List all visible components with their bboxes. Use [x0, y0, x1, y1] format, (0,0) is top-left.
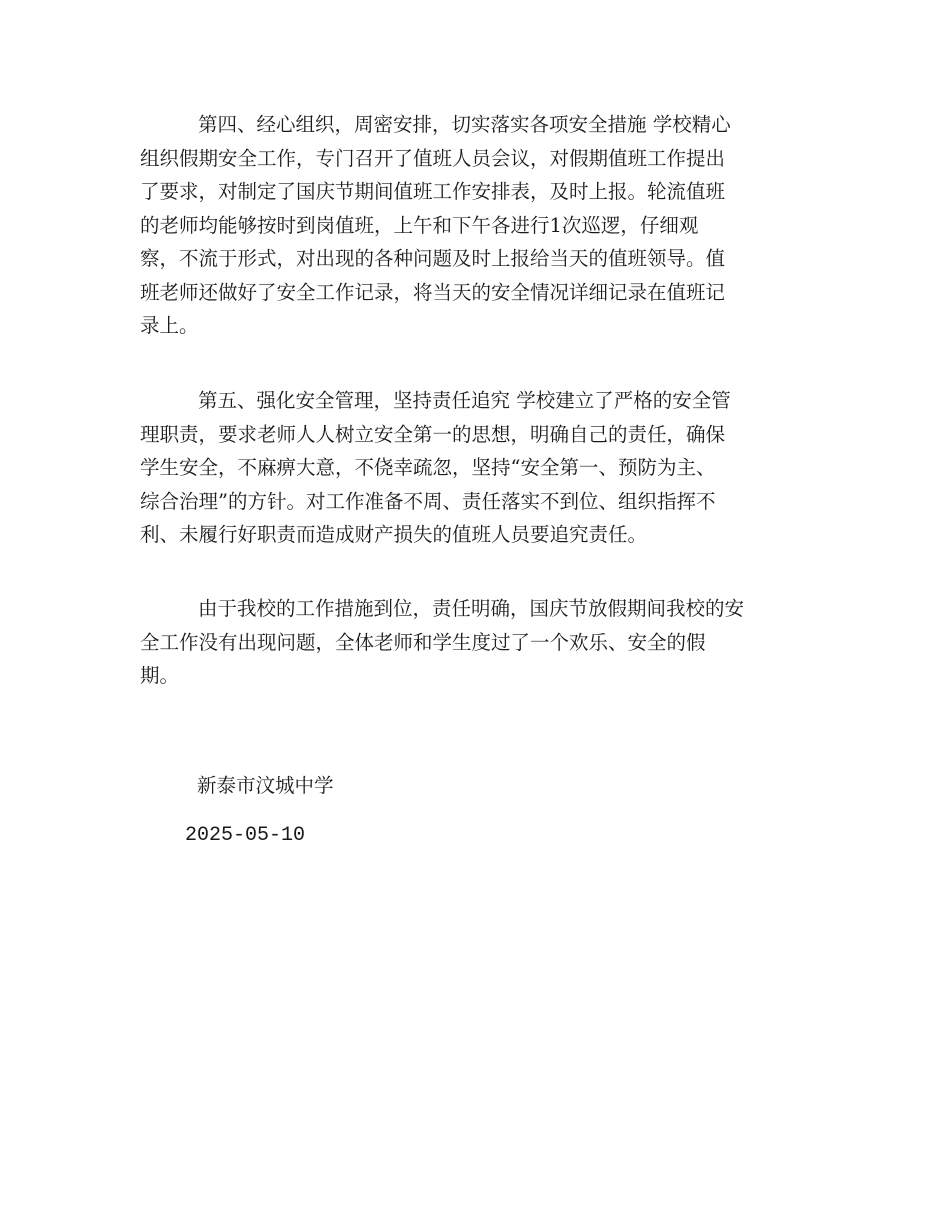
paragraph-4	[140, 108, 731, 343]
paragraph-line: 全工作没有出现问题，全体老师和学生度过了一个欢乐、安全的假	[140, 630, 706, 654]
paragraph-conclusion	[140, 592, 744, 693]
paragraph-5	[140, 384, 731, 552]
paragraph-line: 组织假期安全工作，专门召开了值班人员会议，对假期值班工作提出	[140, 146, 726, 170]
paragraph-line: 第五、强化安全管理，坚持责任追究 学校建立了严格的安全管	[198, 389, 731, 412]
paragraph-line: 理职责，要求老师人人树立安全第一的思想，明确自己的责任，确保	[140, 422, 726, 446]
paragraph-line: 察，不流于形式，对出现的各种问题及时上报给当天的值班领导。值	[140, 247, 726, 270]
paragraph-line: 第四、经心组织，周密安排，切实落实各项安全措施 学校精心	[198, 113, 731, 136]
signature-date: 2025-05-10	[185, 824, 306, 847]
paragraph-line: 利、未履行好职责而造成财产损失的值班人员要追究责任。	[140, 523, 648, 546]
paragraph-line: 综合治理”的方针。对工作准备不周、责任落实不到位、组织指挥不	[140, 489, 716, 513]
paragraph-line: 期。	[140, 664, 180, 687]
paragraph-line: 录上。	[140, 314, 199, 337]
paragraph-line: 的老师均能够按时到岗值班，上午和下午各进行1次巡逻，仔细观	[140, 213, 699, 237]
paragraph-line: 了要求，对制定了国庆节期间值班工作安排表，及时上报。轮流值班	[140, 180, 726, 203]
paragraph-line: 学生安全，不麻痹大意，不侥幸疏忽，坚持“安全第一、预防为主、	[140, 456, 716, 479]
signature-organization: 新泰市汶城中学	[197, 774, 334, 797]
paragraph-line: 班老师还做好了安全工作记录，将当天的安全情况详细记录在值班记	[140, 280, 726, 304]
paragraph-line: 由于我校的工作措施到位，责任明确，国庆节放假期间我校的安	[198, 597, 745, 620]
